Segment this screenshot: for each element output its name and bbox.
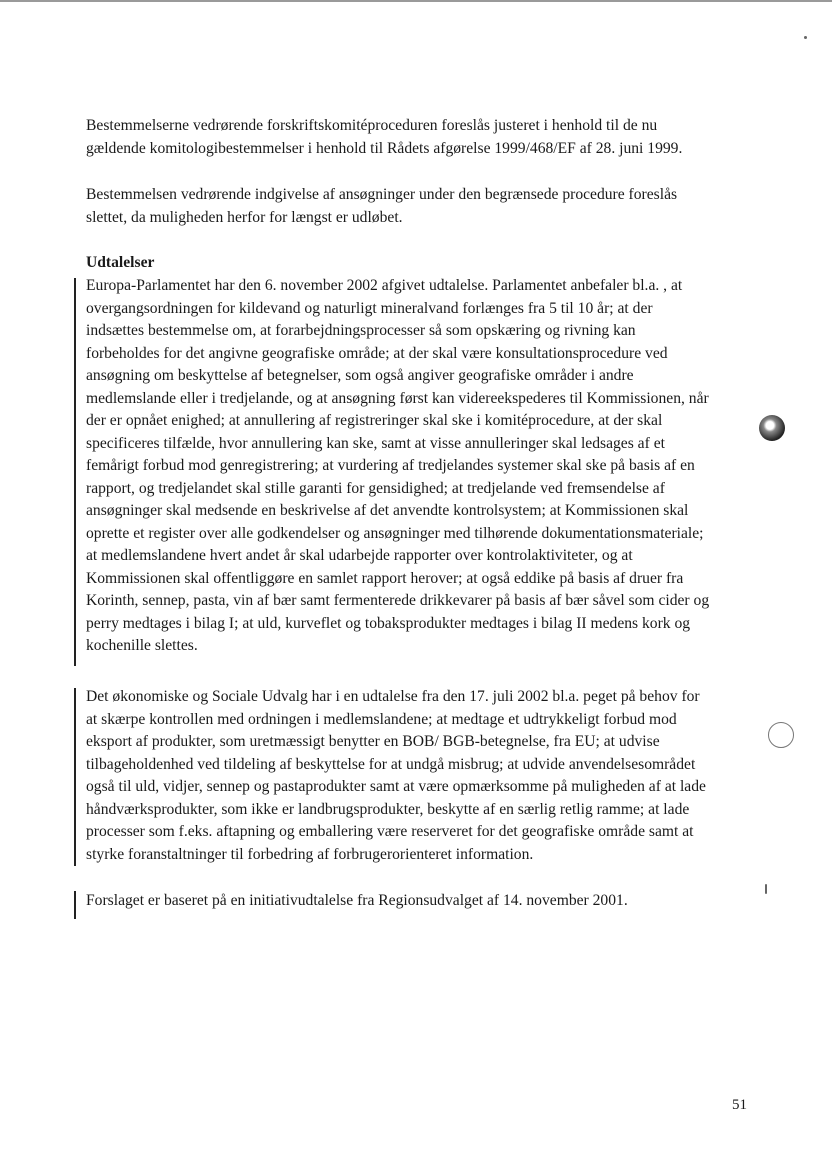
text-line: Bestemmelsen vedrørende indgivelse af ansøgninger under den begrænsede procedure foreslås	[86, 186, 678, 203]
text-line: slettet, da muligheden herfor for længst er udløbet.	[86, 208, 403, 226]
paragraph-european-parliament	[86, 275, 709, 658]
paragraph-committee-of-regions	[86, 890, 628, 913]
text-line: kochenille slettes.	[86, 637, 198, 654]
text-line: Kommissionen skal offentliggøre en samlet rapport herover; at også eddike på basis af druer fra	[86, 569, 684, 587]
text-line: rapport, og tredjelandet skal stille garanti for gensidighed; at tredjelande ved fremsendelse af	[86, 479, 665, 497]
top-edge-rule	[0, 0, 832, 2]
paragraph-committee-procedure	[86, 115, 682, 160]
section-heading: Udtalelser	[86, 254, 155, 271]
text-line: at skærpe kontrollen med ordningen i medlemslandene; at medtage et udtrykkeligt forbud mod	[86, 710, 677, 728]
text-line: Forslaget er baseret på en initiativudtalelse fra Regionsudvalget af 14. november 2001.	[86, 892, 628, 909]
text-line: forbeholdes for det angivne geografiske område; at der skal være konsultationsprocedure ved	[86, 344, 668, 362]
text-line: Korinth, sennep, pasta, vin af bær samt fermenterede drikkevarer på basis af bær såvel som cider og	[86, 592, 710, 609]
punch-hole-mark	[759, 415, 785, 441]
text-line: ansøgninger skal medsende en beskrivelse af det anvendte kontrolsystem; at Kommissionen skal	[86, 502, 689, 519]
text-line: Bestemmelserne vedrørende forskriftskomitéproceduren foreslås justeret i henhold til de nu	[86, 117, 658, 134]
text-line: specificeres tilfælde, hvor annullering kan ske, samt at visse annulleringer skal ledsages af et	[86, 434, 665, 452]
text-line: eksport af produkter, som uretmæssigt benytter en BOB/ BGB-betegnelse, fra EU; at udvise	[86, 733, 660, 750]
change-bar	[74, 688, 76, 866]
paragraph-economic-social-committee	[86, 686, 706, 866]
text-line: Det økonomiske og Sociale Udvalg har i en udtalelse fra den 17. juli 2002 bl.a. peget på behov for	[86, 688, 700, 705]
text-line: overgangsordningen for kildevand og naturligt mineralvand forlænges fra 5 til 10 år; at der	[86, 299, 653, 317]
text-line: at medlemslandene hvert andet år skal udarbejde rapporter over kontrolaktiviteter, og at	[86, 547, 633, 564]
page-number: 51	[732, 1097, 747, 1113]
text-line: også til uld, vidjer, sennep og pastaprodukter samt at være opmærksomme på muligheden af at lade	[86, 778, 706, 795]
text-line: håndværksprodukter, som ikke er landbrugsprodukter, beskytte af en særlig retlig ramme; at lade	[86, 800, 690, 818]
scan-speck	[765, 884, 767, 894]
text-line: styrke foranstaltninger til forbedring af forbrugerorienteret information.	[86, 845, 534, 863]
text-line: oprette et register over alle godkendelser og ansøgninger med tilhørende dokumentationsmateriale;	[86, 524, 704, 542]
text-line: processer som f.eks. aftapning og emballering være reserveret for det geografiske område samt at	[86, 823, 694, 840]
change-bar	[74, 278, 76, 666]
text-line: gældende komitologibestemmelser i henhold til Rådets afgørelse 1999/468/EF af 28. juni 1999.	[86, 139, 683, 157]
text-line: tilbageholdenhed ved tildeling af beskyttelse for at undgå misbrug; at udvide anvendelsesområdet	[86, 755, 696, 773]
punch-hole-mark	[768, 722, 794, 748]
text-line: medlemslande eller i tredjelande, og at ansøgning først kan videreekspederes til Kommissionen, når	[86, 389, 709, 407]
scan-speck	[804, 36, 807, 39]
text-line: ansøgning om beskyttelse af betegnelser, som også angiver geografiske områder i andre	[86, 367, 634, 384]
text-line: der er opnået enighed; at annullering af registreringer skal ske i komitéprocedure, at der skal	[86, 412, 663, 429]
change-bar	[74, 891, 76, 919]
paragraph-limited-procedure	[86, 184, 677, 229]
text-line: indsættes bestemmelse om, at forarbejdningsprocesser så som opskæring og rivning kan	[86, 322, 636, 339]
text-line: Europa-Parlamentet har den 6. november 2002 afgivet udtalelse. Parlamentet anbefaler bl.a. , at	[86, 277, 683, 294]
text-line: perry medtages i bilag I; at uld, kurveflet og tobaksprodukter medtages i bilag II medens kork og	[86, 614, 691, 632]
text-line: femårigt forbud mod genregistrering; at vurdering af tredjelandes systemer skal ske på basis af en	[86, 457, 695, 474]
